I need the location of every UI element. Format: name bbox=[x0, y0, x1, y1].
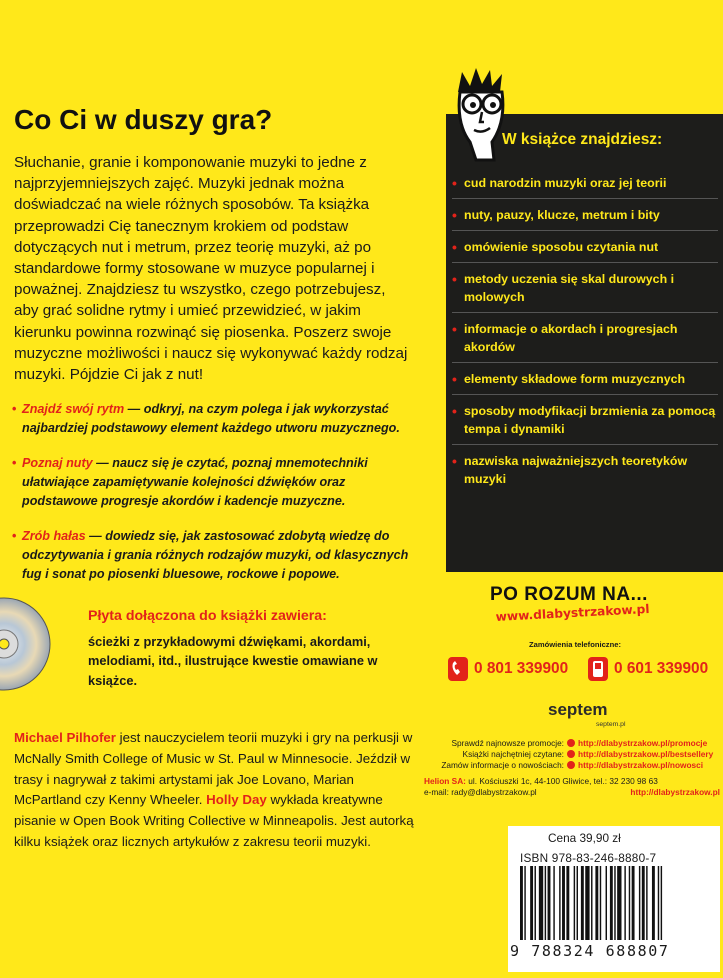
barcode-bar bbox=[606, 866, 607, 940]
barcode-bar bbox=[553, 866, 554, 940]
contents-item: • sposoby modyfikacji brzmienia za pomocą tempa i dynamiki bbox=[452, 402, 718, 438]
barcode-bar bbox=[652, 866, 655, 940]
phone-1[interactable] bbox=[448, 656, 568, 682]
telephone-icon bbox=[448, 657, 468, 681]
authors-bio bbox=[14, 728, 424, 853]
bullet-lead: Zrób hałas bbox=[22, 529, 86, 543]
barcode-bar bbox=[562, 866, 565, 940]
promo-row bbox=[424, 760, 720, 771]
barcode-bar bbox=[595, 866, 598, 940]
phone-2[interactable] bbox=[588, 656, 708, 682]
cd-heading: Płyta dołączona do książki zawiera: bbox=[88, 608, 327, 624]
bullet-lead: Znajdź swój rytm bbox=[22, 402, 125, 416]
contents-item: • omówienie sposobu czytania nut bbox=[452, 238, 718, 256]
divider bbox=[452, 394, 718, 395]
panel-heading: W książce znajdziesz: bbox=[502, 131, 663, 148]
email-label: e-mail: bbox=[424, 787, 449, 797]
bullet-text: — dowiedz się, jak zastosować zdobytą wiedzę do odczytywania i grania różnych rodzajów muzyki, od klasycznych fug i sonat po piosenki bluesowe, rockowe i popowe. bbox=[22, 529, 409, 581]
bullet-item bbox=[22, 527, 422, 584]
bullet-item bbox=[22, 400, 422, 438]
phone-number: 0 601 339900 bbox=[614, 660, 709, 677]
barcode-bars bbox=[514, 866, 714, 942]
helion-name: Helion SA: bbox=[424, 776, 466, 786]
barcode-bar bbox=[624, 866, 625, 940]
barcode-bar bbox=[577, 866, 578, 940]
author-bio-text: wykłada kreatywne pisanie w Open Book Writing Collective w Minneapolis. Jest autorką kilku książek oraz licznych artykułów z zakresu teorii muzyki. bbox=[14, 792, 414, 849]
barcode-bar bbox=[646, 866, 647, 940]
feature-bullets bbox=[22, 400, 422, 600]
contents-list bbox=[452, 174, 718, 488]
author-name: Michael Pilhofer bbox=[14, 730, 116, 745]
helion-address-line bbox=[424, 776, 720, 787]
cd-description: ścieżki z przykładowymi dźwiękami, akordami, melodiami, itd., ilustrujące kwestie omawiane w książce. bbox=[88, 634, 378, 688]
helion-url[interactable]: http://dlabystrzakow.pl bbox=[630, 787, 720, 797]
promo-link[interactable]: http://dlabystrzakow.pl/promocje bbox=[578, 738, 708, 748]
contents-item: • nazwiska najważniejszych teoretyków muzyki bbox=[452, 452, 718, 488]
promo-row bbox=[424, 749, 720, 760]
isbn: ISBN 978-83-246-8880-7 bbox=[520, 851, 657, 865]
price: Cena 39,90 zł bbox=[548, 831, 621, 845]
barcode-bar bbox=[591, 866, 592, 940]
bullet-lead: Poznaj nuty bbox=[22, 456, 93, 470]
barcode-bar bbox=[524, 866, 525, 940]
bullet-icon bbox=[567, 750, 575, 758]
bullet-icon bbox=[567, 739, 575, 747]
barcode-bar bbox=[642, 866, 645, 940]
barcode-bar bbox=[617, 866, 621, 940]
helion-address: ul. Kościuszki 1c, 44-100 Gliwice, tel.: 32 230 98 63 bbox=[465, 776, 658, 786]
barcode-bar bbox=[614, 866, 615, 940]
divider bbox=[452, 262, 718, 263]
barcode-bar bbox=[661, 866, 662, 940]
contents-item: • informacje o akordach i progresjach akordów bbox=[452, 320, 718, 356]
promo-links bbox=[424, 738, 720, 772]
barcode-bar bbox=[574, 866, 575, 940]
contents-item: • metody uczenia się skal durowych i molowych bbox=[452, 270, 718, 306]
cd-disc-icon bbox=[0, 596, 52, 692]
barcode-bar bbox=[610, 866, 613, 940]
dummies-mascot-icon bbox=[436, 64, 526, 164]
barcode-bar bbox=[581, 866, 584, 940]
promo-label: Zamów informacje o nowościach: bbox=[441, 760, 564, 771]
orders-label: Zamówienia telefoniczne: bbox=[529, 640, 621, 649]
barcode-bar bbox=[559, 866, 560, 940]
contents-item: • cud narodzin muzyki oraz jej teorii bbox=[452, 174, 718, 192]
email-address[interactable]: rady@dlabystrzakow.pl bbox=[451, 787, 537, 797]
barcode-bar bbox=[548, 866, 551, 940]
barcode-bar bbox=[585, 866, 589, 940]
barcode-bar bbox=[566, 866, 569, 940]
bullet-icon bbox=[567, 761, 575, 769]
barcode-bar bbox=[658, 866, 659, 940]
promo-link[interactable]: http://dlabystrzakow.pl/nowosci bbox=[578, 760, 704, 771]
bullet-text: — odkryj, na czym polega i jak wykorzystać najbardziej podstawowy element każdego utworu muzycznego. bbox=[22, 402, 400, 435]
divider bbox=[452, 230, 718, 231]
barcode-bar bbox=[520, 866, 523, 940]
publisher-logo: septem bbox=[548, 700, 608, 719]
page-title: Co Ci w duszy gra? bbox=[14, 104, 273, 135]
author-name: Holly Day bbox=[206, 792, 267, 808]
phone-number: 0 801 339900 bbox=[474, 660, 569, 677]
author-bio-text: jest nauczycielem teorii muzyki i gry na perkusji w McNally Smith College of Music w St. Paul w Minnesocie. Jeździł w trasy i nagrywał z takimi artystami jak Joe Lovano, Marian McPartland czy Kenny Wheeler. bbox=[14, 730, 413, 808]
divider bbox=[452, 312, 718, 313]
bullet-text: — naucz się je czytać, poznaj mnemotechniki ułatwiające zapamiętywanie kolejności dźwięków oraz podstawowe progresje akordów i kadencje muzyczne. bbox=[22, 456, 368, 508]
barcode-bar bbox=[600, 866, 601, 940]
divider bbox=[452, 444, 718, 445]
barcode-bar bbox=[545, 866, 546, 940]
slogan: PO ROZUM NA... bbox=[490, 584, 648, 605]
publisher-url[interactable]: septem.pl bbox=[596, 721, 626, 728]
barcode-bar bbox=[632, 866, 635, 940]
barcode-bar bbox=[639, 866, 640, 940]
promo-label: Sprawdź najnowsze promocje: bbox=[451, 738, 564, 748]
ean-number: 9 788324 688807 bbox=[510, 942, 670, 960]
publisher-contact bbox=[424, 776, 720, 798]
barcode-bar bbox=[535, 866, 536, 940]
contents-item: • nuty, pauzy, klucze, metrum i bity bbox=[452, 206, 718, 224]
barcode-bar bbox=[539, 866, 543, 940]
divider bbox=[452, 362, 718, 363]
bullet-item bbox=[22, 454, 422, 511]
intro-paragraph: Słuchanie, granie i komponowanie muzyki to jedne z najprzyjemniejszych zajęć. Muzyki jednak można doświadczać na wiele różnych sposobów. Ta książka przeprowadzi Cię tanecznym krokiem od podstaw dotyczących nut i metrum, przez teorię muzyki, aż po standardowe formy stosowane w muzyce popularnej i poważnej. Znajdziesz tu wszystko, czego potrzebujesz, aby grać solidne rytmy i umieć przewidzieć, w jakim kierunku powinna rozwinąć się piosenka. Poszerz swoje muzyczne możliwości i naucz się wykonywać każdy rodzaj muzyki. Pójdzie Ci jak z nut! bbox=[14, 154, 408, 384]
mobile-phone-icon bbox=[588, 657, 608, 681]
promo-label: Książki najchętniej czytane: bbox=[462, 749, 564, 760]
helion-email-line bbox=[424, 787, 720, 798]
barcode-bar bbox=[629, 866, 630, 940]
contents-item: • elementy składowe form muzycznych bbox=[452, 370, 718, 388]
promo-row bbox=[424, 738, 720, 749]
promo-link[interactable]: http://dlabystrzakow.pl/bestsellery bbox=[578, 749, 714, 760]
barcode-bar bbox=[530, 866, 533, 940]
divider bbox=[452, 198, 718, 199]
website-link[interactable]: www.dlabystrzakow.pl bbox=[495, 601, 650, 624]
